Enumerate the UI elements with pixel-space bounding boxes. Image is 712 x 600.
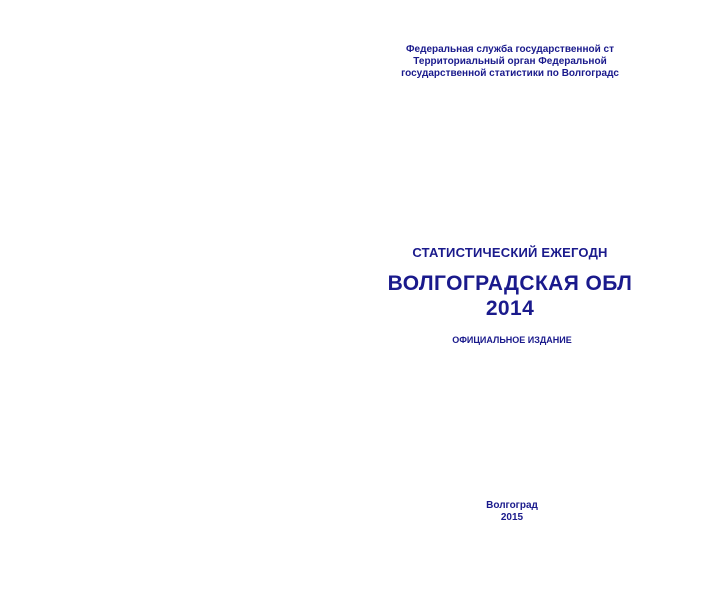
publication-year: 2015	[500, 512, 524, 523]
region-name: ВОЛГОГРАДСКАЯ ОБЛ	[387, 272, 633, 295]
publisher-line-2: Территориальный орган Федеральной	[413, 56, 607, 67]
publication-city: Волгоград	[486, 500, 538, 511]
edition-label: ОФИЦИАЛЬНОЕ ИЗДАНИЕ	[452, 335, 572, 345]
publisher-line-3: государственной статистики по Волгоградс	[401, 68, 619, 79]
publisher-header	[310, 44, 710, 80]
report-year: 2014	[485, 297, 535, 320]
publisher-line-1: Федеральная служба государственной ст	[406, 44, 614, 55]
yearbook-title: СТАТИСТИЧЕСКИЙ ЕЖЕГОДН	[412, 245, 608, 260]
publication-place	[312, 500, 712, 524]
region-title	[310, 271, 710, 321]
